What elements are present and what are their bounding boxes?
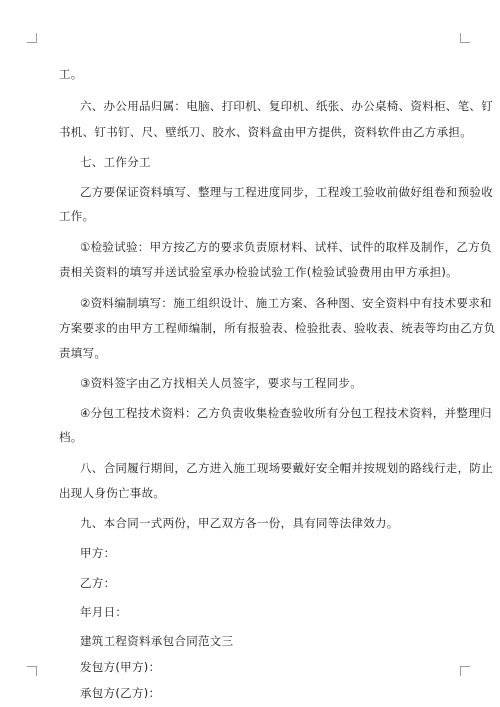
- text-line: 出现人身伤亡事故。: [59, 486, 166, 500]
- text-line: 责填写。: [59, 346, 107, 360]
- text-line: 档。: [59, 430, 83, 444]
- text-line: 工作。: [59, 209, 95, 223]
- crop-mark-bottom-left: [27, 666, 37, 676]
- text-line: 九、本合同一式两份，甲乙双方各一份，具有同等法律效力。: [80, 516, 399, 530]
- text-line: 六、办公用品归属：电脑、打印机、复印机、纸张、办公桌椅、资料柜、笔、钉: [80, 99, 493, 113]
- party-b-label: 乙方：: [80, 576, 116, 590]
- text-line: ②资料编制填写：施工组织设计、施工方案、各种图、安全资料中有技术要求和: [80, 296, 492, 310]
- employer-label: 发包方(甲方)：: [80, 660, 161, 674]
- text-line: 八、合同履行期间，乙方进入施工现场要戴好安全帽并按规划的路线行走，防止: [80, 461, 493, 475]
- text-line: 责相关资料的填写并送试验室承办检验试验工作(检验试验费用由甲方承担)。: [59, 265, 458, 279]
- text-line: 乙方要保证资料填写、整理与工程进度同步，工程竣工验收前做好组卷和预验收: [80, 185, 493, 199]
- text-line: ①检验试验：甲方按乙方的要求负责原材料、试样、试件的取样及制作，乙方负: [80, 240, 492, 254]
- section-heading: 七、工作分工: [80, 155, 151, 169]
- party-a-label: 甲方：: [80, 546, 116, 560]
- text-line: 工。: [59, 67, 83, 81]
- text-line: 方案要求的由甲方工程师编制，所有报验表、检验批表、验收表、统表等均由乙方负: [59, 321, 496, 335]
- text-line: 书机、钉书钉、尺、壁纸刀、胶水、资料盒由甲方提供，资料软件由乙方承担。: [59, 125, 472, 139]
- crop-mark-top-right: [460, 33, 470, 43]
- text-line: ③资料签字由乙方找相关人员签字，要求与工程同步。: [80, 376, 363, 390]
- contractor-label: 承包方(乙方)：: [80, 686, 161, 700]
- crop-mark-top-left: [27, 33, 37, 43]
- text-line: ④分包工程技术资料：乙方负责收集检查验收所有分包工程技术资料，并整理归: [80, 406, 492, 420]
- crop-mark-bottom-right: [460, 666, 470, 676]
- section-title: 建筑工程资料承包合同范文三: [80, 634, 234, 648]
- date-label: 年月日：: [80, 605, 128, 619]
